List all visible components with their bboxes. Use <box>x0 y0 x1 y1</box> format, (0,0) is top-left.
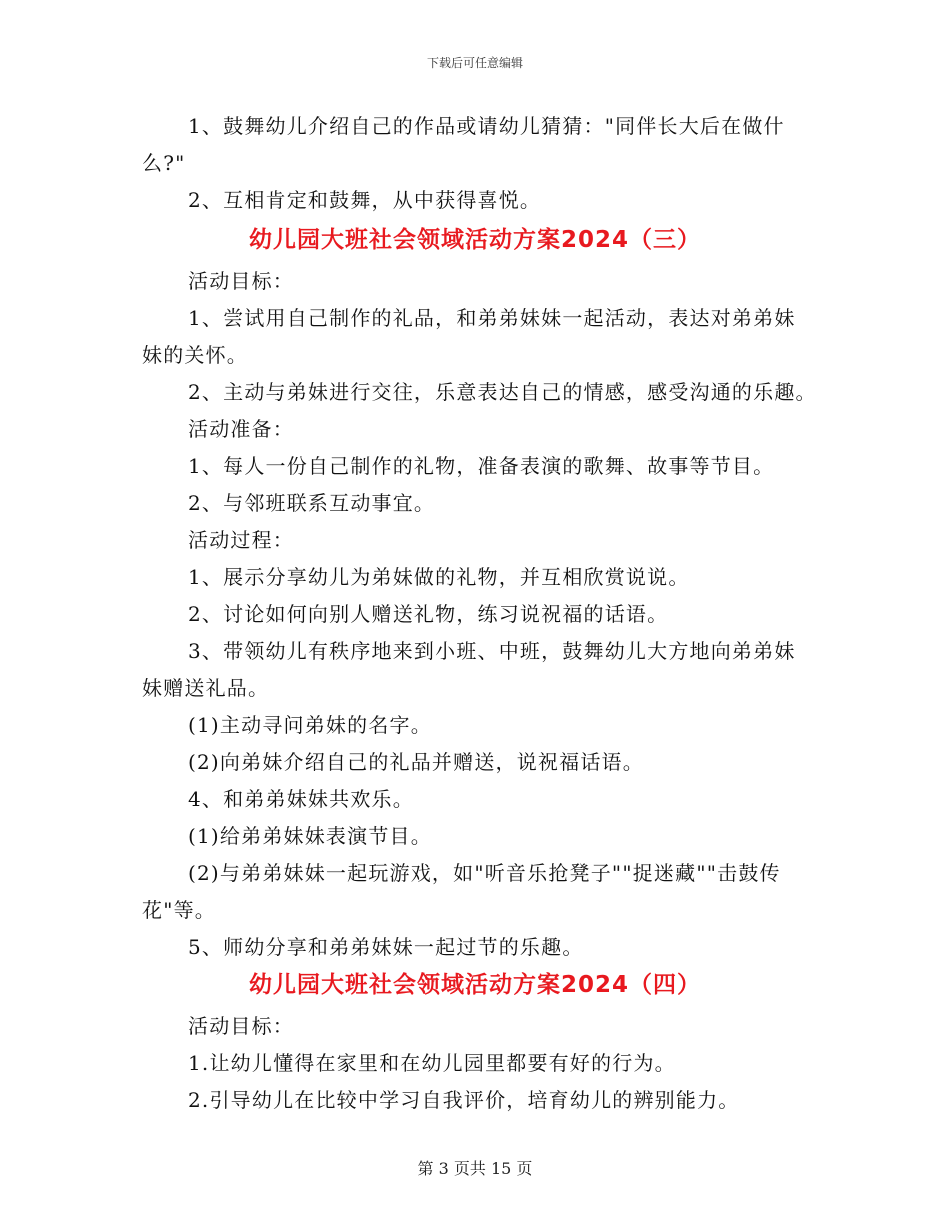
paragraph-continuation: 妹的关怀。 <box>142 343 248 367</box>
subheading-goals: 活动目标： <box>188 1014 294 1038</box>
section-heading-4: 幼儿园大班社会领域活动方案2024（四） <box>248 972 701 998</box>
page-number: 第 3 页共 15 页 <box>417 1159 533 1178</box>
sub-item: (1)主动寻问弟妹的名字。 <box>188 713 432 737</box>
paragraph: 1、每人一份自己制作的礼物，准备表演的歌舞、故事等节目。 <box>188 454 775 478</box>
sub-item: (1)给弟弟妹妹表演节目。 <box>188 824 432 848</box>
paragraph: 2.引导幼儿在比较中学习自我评价，培育幼儿的辨别能力。 <box>188 1088 740 1112</box>
paragraph: 1.让幼儿懂得在家里和在幼儿园里都要有好的行为。 <box>188 1051 676 1075</box>
paragraph: 3、带领幼儿有秩序地来到小班、中班，鼓舞幼儿大方地向弟弟妹 <box>188 639 796 663</box>
sub-item: (2)与弟弟妹妹一起玩游戏，如"听音乐抢凳子""捉迷藏""击鼓传 <box>188 861 781 885</box>
paragraph: 1、展示分享幼儿为弟妹做的礼物，并互相欣赏说说。 <box>188 565 690 589</box>
paragraph: 1、尝试用自己制作的礼品，和弟弟妹妹一起活动，表达对弟弟妹 <box>188 306 796 330</box>
paragraph: 5、师幼分享和弟弟妹妹一起过节的乐趣。 <box>188 935 584 959</box>
sub-item: (2)向弟妹介绍自己的礼品并赠送，说祝福话语。 <box>188 750 644 774</box>
paragraph: 1、鼓舞幼儿介绍自己的作品或请幼儿猜猜："同伴长大后在做什 <box>188 114 785 138</box>
section-heading-3: 幼儿园大班社会领域活动方案2024（三） <box>248 227 701 253</box>
paragraph: 2、讨论如何向别人赠送礼物，练习说祝福的话语。 <box>188 602 669 626</box>
subheading-process: 活动过程： <box>188 528 294 552</box>
paragraph: 4、和弟弟妹妹共欢乐。 <box>188 787 414 811</box>
subheading-goals: 活动目标： <box>188 269 294 293</box>
subheading-preparation: 活动准备： <box>188 417 294 441</box>
paragraph-continuation: 花"等。 <box>142 898 216 922</box>
paragraph: 2、与邻班联系互动事宜。 <box>188 491 436 515</box>
paragraph: 2、互相肯定和鼓舞，从中获得喜悦。 <box>188 188 542 212</box>
paragraph: 2、主动与弟妹进行交往，乐意表达自己的情感，感受沟通的乐趣。 <box>188 380 817 404</box>
paragraph-continuation: 妹赠送礼品。 <box>142 676 270 700</box>
header-note: 下载后可任意编辑 <box>426 56 523 70</box>
paragraph-continuation: 么?" <box>142 151 186 175</box>
